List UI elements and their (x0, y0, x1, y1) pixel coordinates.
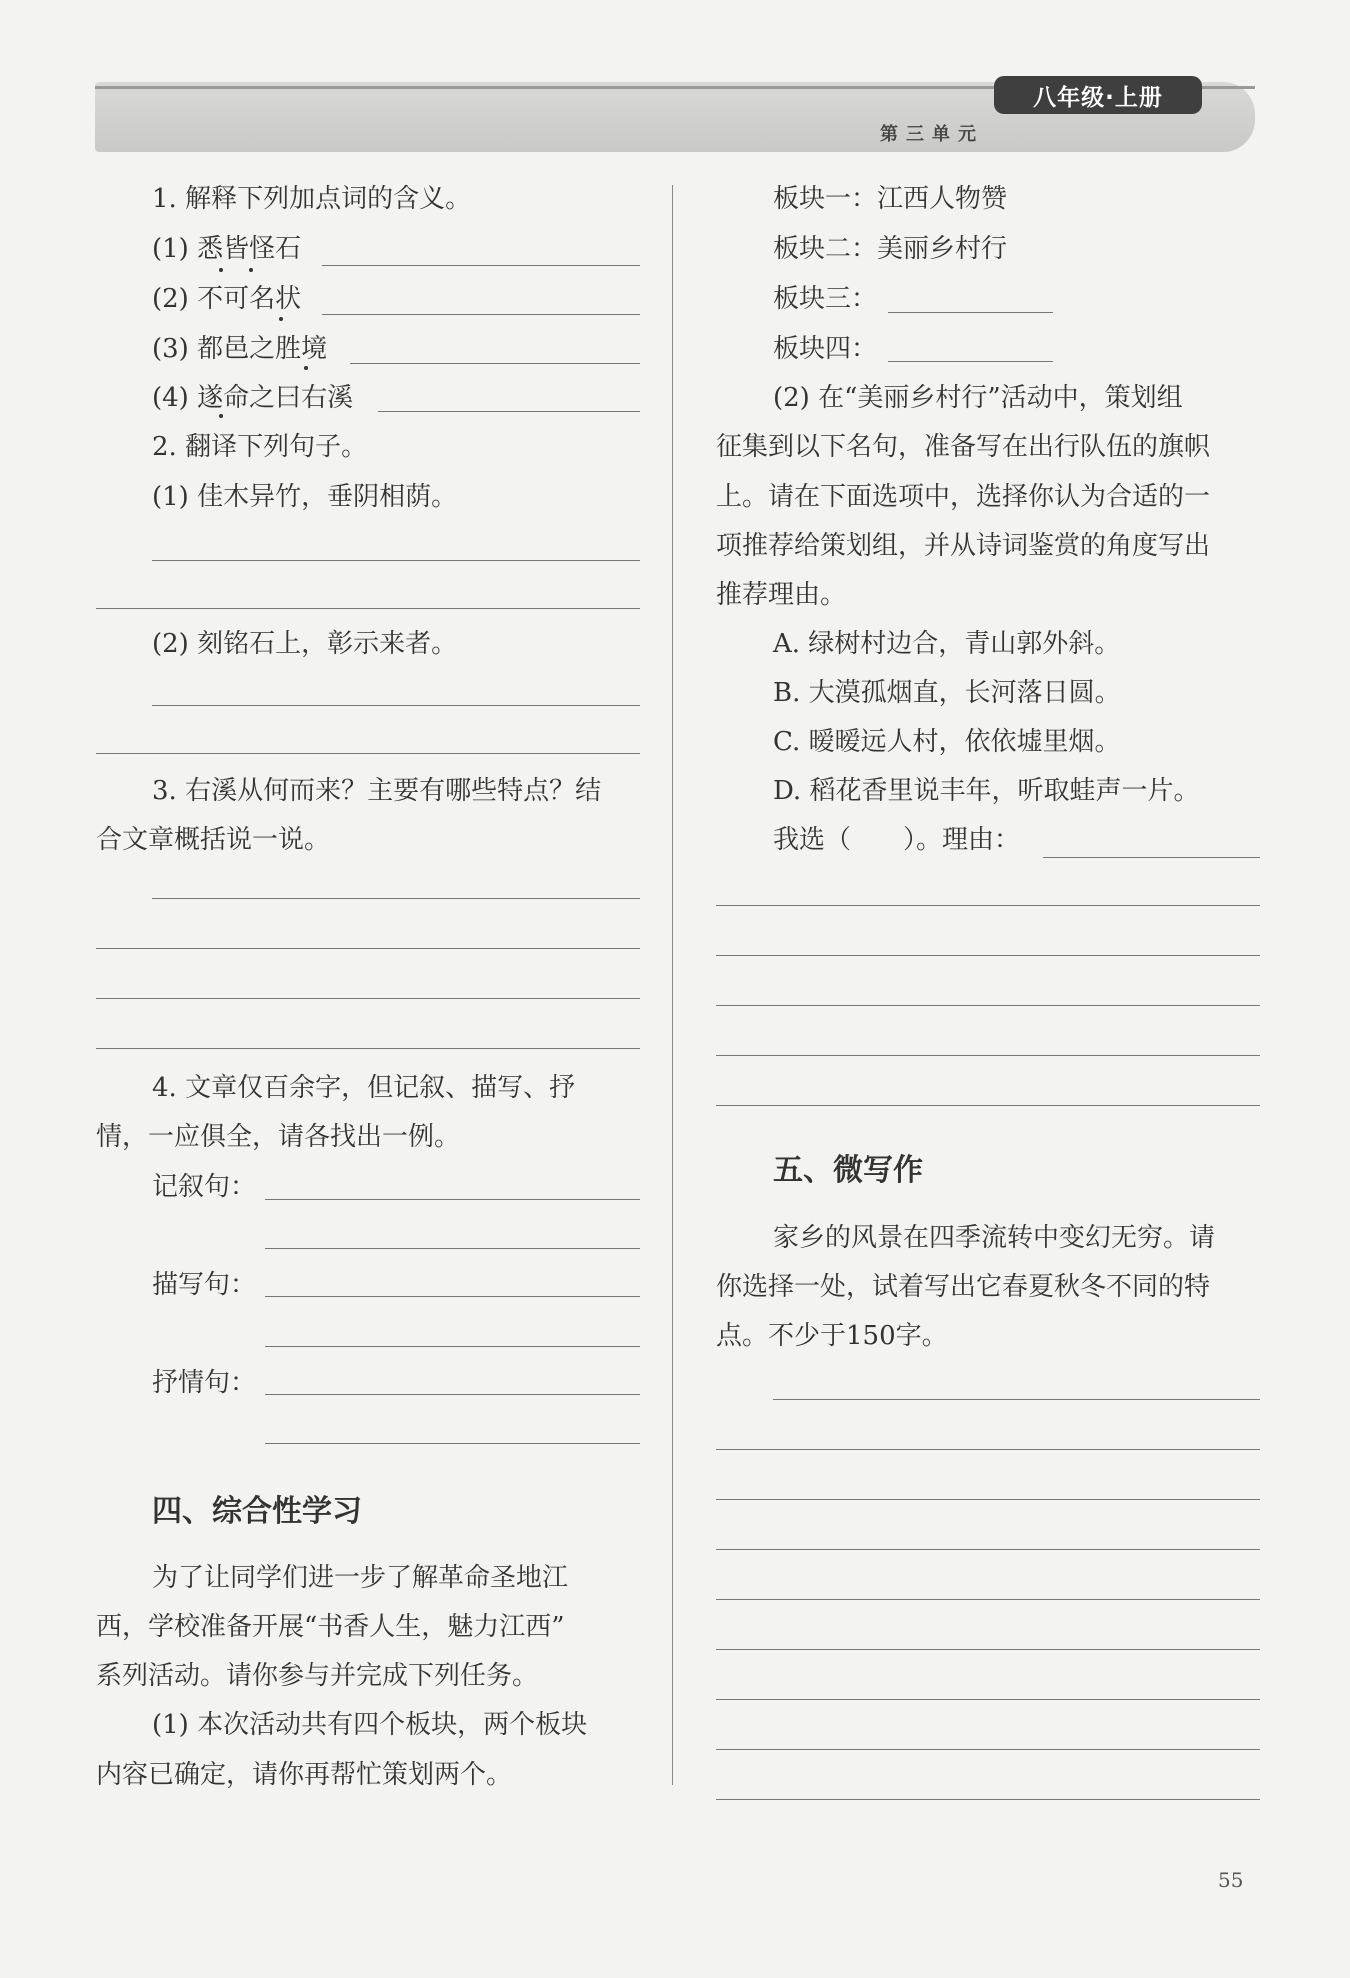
question-4-line1: 4. 文章仅百余字，但记叙、描写、抒 (152, 1073, 576, 1103)
answer-line (322, 265, 640, 266)
page-number: 55 (1218, 1868, 1244, 1892)
description-label: 描写句： (152, 1270, 257, 1300)
unit-label: 第三单元 (880, 124, 984, 145)
q1-item-3: (3) 都邑之胜境 (152, 334, 328, 364)
sec4-para-line: 西，学校准备开展“书香人生，魅力江西” (96, 1612, 565, 1642)
emphasis-dot (249, 268, 253, 272)
q1-item-4: (4) 遂命之曰右溪 (152, 383, 354, 413)
answer-line (716, 1749, 1260, 1750)
answer-line (265, 1346, 640, 1347)
answer-line (716, 1449, 1260, 1450)
question-1: 1. 解释下列加点词的含义。 (152, 184, 472, 214)
emphasis-dot (219, 268, 223, 272)
emphasis-dot (279, 317, 283, 321)
answer-line (350, 363, 640, 364)
question-2: 2. 翻译下列句子。 (152, 432, 368, 462)
q2-item-1: (1) 佳木异竹，垂阴相荫。 (152, 482, 458, 512)
sec4-para-line: (1) 本次活动共有四个板块，两个板块 (152, 1710, 588, 1740)
answer-line (1043, 857, 1260, 858)
answer-line (265, 1443, 640, 1444)
grade-tab: 八年级·上册 (994, 76, 1202, 114)
answer-line (716, 1105, 1260, 1106)
q2-para-line: 征集到以下名句，准备写在出行队伍的旗帜 (716, 432, 1211, 462)
question-4-line2: 情，一应俱全，请各找出一例。 (96, 1122, 461, 1152)
answer-line (716, 1549, 1260, 1550)
sec5-para-line: 你选择一处，试着写出它春夏秋冬不同的特 (716, 1272, 1211, 1302)
answer-line (716, 1499, 1260, 1500)
answer-line (716, 1699, 1260, 1700)
q2-para-line: 推荐理由。 (716, 580, 847, 610)
emphasis-dot (304, 366, 308, 370)
q2-item-2: (2) 刻铭石上，彰示来者。 (152, 629, 458, 659)
answer-line (152, 560, 640, 561)
section-5-title: 五、微写作 (773, 1153, 923, 1188)
answer-line (716, 1599, 1260, 1600)
answer-line (888, 312, 1053, 313)
choice-label: 我选（ ）。理由： (773, 825, 1021, 855)
section-4-title: 四、综合性学习 (152, 1494, 362, 1529)
sec4-para-line: 系列活动。请你参与并完成下列任务。 (96, 1661, 539, 1691)
answer-line (716, 905, 1260, 906)
option-a: A. 绿树村边合，青山郭外斜。 (773, 629, 1121, 659)
emphasis-dot (219, 414, 223, 418)
question-3-line2: 合文章概括说一说。 (96, 825, 331, 855)
block-2: 板块二：美丽乡村行 (773, 234, 1008, 264)
answer-line (888, 361, 1053, 362)
answer-line (322, 314, 640, 315)
block-1: 板块一：江西人物赞 (773, 184, 1008, 214)
answer-line (378, 411, 640, 412)
sec4-para-line: 为了让同学们进一步了解革命圣地江 (152, 1563, 569, 1593)
option-c: C. 暧暧远人村，依依墟里烟。 (773, 727, 1121, 757)
answer-line (152, 705, 640, 706)
q2-para-line: 项推荐给策划组，并从诗词鉴赏的角度写出 (716, 531, 1211, 561)
sec5-para-line: 家乡的风景在四季流转中变幻无穷。请 (773, 1223, 1216, 1253)
answer-line (152, 898, 640, 899)
answer-line (773, 1399, 1260, 1400)
answer-line (716, 1055, 1260, 1056)
option-b: B. 大漠孤烟直，长河落日圆。 (773, 678, 1121, 708)
q1-item-2: (2) 不可名状 (152, 284, 302, 314)
option-d: D. 稻花香里说丰年，听取蛙声一片。 (773, 776, 1200, 806)
answer-line (96, 608, 640, 609)
q1-item-1: (1) 悉皆怪石 (152, 234, 302, 264)
answer-line (96, 998, 640, 999)
answer-line (265, 1394, 640, 1395)
answer-line (265, 1199, 640, 1200)
answer-line (96, 753, 640, 754)
q2-para-line: (2) 在“美丽乡村行”活动中，策划组 (773, 383, 1183, 413)
answer-line (265, 1296, 640, 1297)
lyric-label: 抒情句： (152, 1368, 257, 1398)
column-divider (672, 185, 673, 1785)
answer-line (96, 948, 640, 949)
answer-line (716, 1649, 1260, 1650)
question-3-line1: 3. 右溪从何而来？主要有哪些特点？结 (152, 776, 602, 806)
block-3: 板块三： (773, 284, 878, 314)
answer-line (96, 1048, 640, 1049)
sec5-para-line: 点。不少于150字。 (716, 1321, 948, 1351)
answer-line (716, 1005, 1260, 1006)
block-4: 板块四： (773, 334, 878, 364)
sec4-para-line: 内容已确定，请你再帮忙策划两个。 (96, 1760, 513, 1790)
answer-line (716, 1799, 1260, 1800)
answer-line (716, 955, 1260, 956)
narrative-label: 记叙句： (152, 1172, 257, 1202)
q2-para-line: 上。请在下面选项中，选择你认为合适的一 (716, 482, 1211, 512)
answer-line (265, 1248, 640, 1249)
